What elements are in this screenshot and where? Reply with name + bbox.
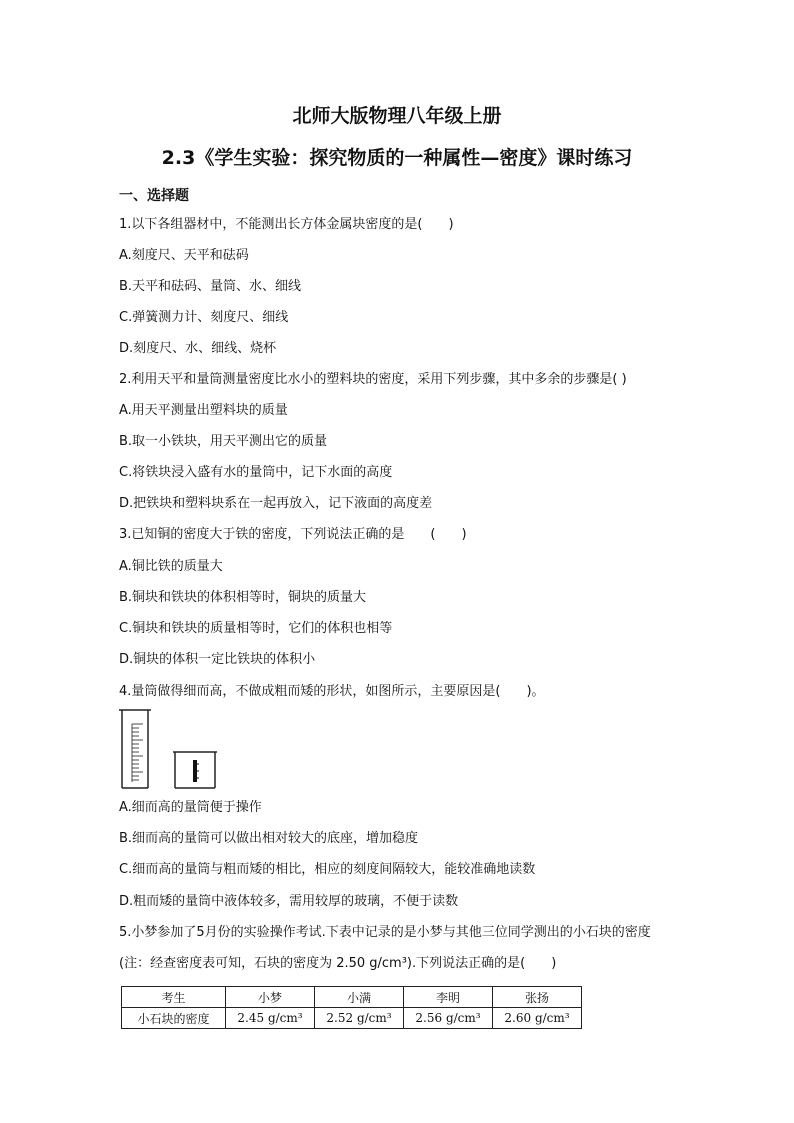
question-2-option-b: B.取一小铁块，用天平测出它的质量 <box>119 434 328 449</box>
density-table <box>121 986 582 1029</box>
table-header-cell: 张扬 <box>493 987 582 1008</box>
question-2-option-d: D.把铁块和塑料块系在一起再放入，记下液面的高度差 <box>119 496 433 511</box>
question-1-option-c: C.弹簧测力计、刻度尺、细线 <box>119 310 289 325</box>
table-header-row <box>122 987 582 1008</box>
table-cell: 2.60 g/cm³ <box>493 1008 582 1029</box>
table-cell: 2.52 g/cm³ <box>315 1008 404 1029</box>
table-header-cell: 小满 <box>315 987 404 1008</box>
table-cell: 2.45 g/cm³ <box>226 1008 315 1029</box>
document-subtitle: 2.3《学生实验：探究物质的一种属性—密度》课时练习 <box>161 147 633 169</box>
question-2-stem: 2.利用天平和量筒测量密度比水小的塑料块的密度，采用下列步骤，其中多余的步骤是( ) <box>119 372 627 387</box>
table-row-label: 小石块的密度 <box>122 1008 226 1029</box>
question-4-option-b: B.细而高的量筒可以做出相对较大的底座，增加稳度 <box>119 831 419 846</box>
graduated-cylinders-figure <box>119 708 229 790</box>
question-3-option-b: B.铜块和铁块的体积相等时，铜块的质量大 <box>119 590 367 605</box>
question-2-option-c: C.将铁块浸入盛有水的量筒中，记下水面的高度 <box>119 465 393 480</box>
question-4-stem: 4.量筒做得细而高，不做成粗而矮的形状，如图所示，主要原因是( )。 <box>119 684 545 699</box>
question-1-option-a: A.刻度尺、天平和砝码 <box>119 248 249 263</box>
question-5-stem-continued: (注：经查密度表可知，石块的密度为 2.50 g/cm³).下列说法正确的是( ) <box>119 956 557 971</box>
question-2-option-a: A.用天平测量出塑料块的质量 <box>119 403 288 418</box>
question-1-option-b: B.天平和砝码、量筒、水、细线 <box>119 279 302 294</box>
table-header-cell: 李明 <box>404 987 493 1008</box>
question-1-option-d: D.刻度尺、水、细线、烧杯 <box>119 341 277 356</box>
table-header-cell: 小梦 <box>226 987 315 1008</box>
section-heading: 一、选择题 <box>119 188 189 204</box>
question-3-option-c: C.铜块和铁块的质量相等时，它们的体积也相等 <box>119 621 393 636</box>
table-header-cell: 考生 <box>122 987 226 1008</box>
table-row <box>122 1008 582 1029</box>
table-cell: 2.56 g/cm³ <box>404 1008 493 1029</box>
question-4-option-a: A.细而高的量筒便于操作 <box>119 800 262 815</box>
question-3-option-d: D.铜块的体积一定比铁块的体积小 <box>119 652 316 667</box>
document-title: 北师大版物理八年级上册 <box>292 105 502 127</box>
question-4-option-d: D.粗而矮的量筒中液体较多，需用较厚的玻璃，不便于读数 <box>119 894 459 909</box>
question-4-option-c: C.细而高的量筒与粗而矮的相比，相应的刻度间隔较大，能较准确地读数 <box>119 862 536 877</box>
short-cylinder-drawing <box>173 752 217 788</box>
question-3-option-a: A.铜比铁的质量大 <box>119 559 223 574</box>
question-5-stem: 5.小梦参加了5月份的实验操作考试.下表中记录的是小梦与其他三位同学测出的小石块的密度 <box>119 925 651 940</box>
question-1-stem: 1.以下各组器材中，不能测出长方体金属块密度的是( ) <box>119 217 454 232</box>
question-3-stem: 3.已知铜的密度大于铁的密度，下列说法正确的是 ( ) <box>119 527 467 542</box>
tall-cylinder-drawing <box>119 710 151 788</box>
